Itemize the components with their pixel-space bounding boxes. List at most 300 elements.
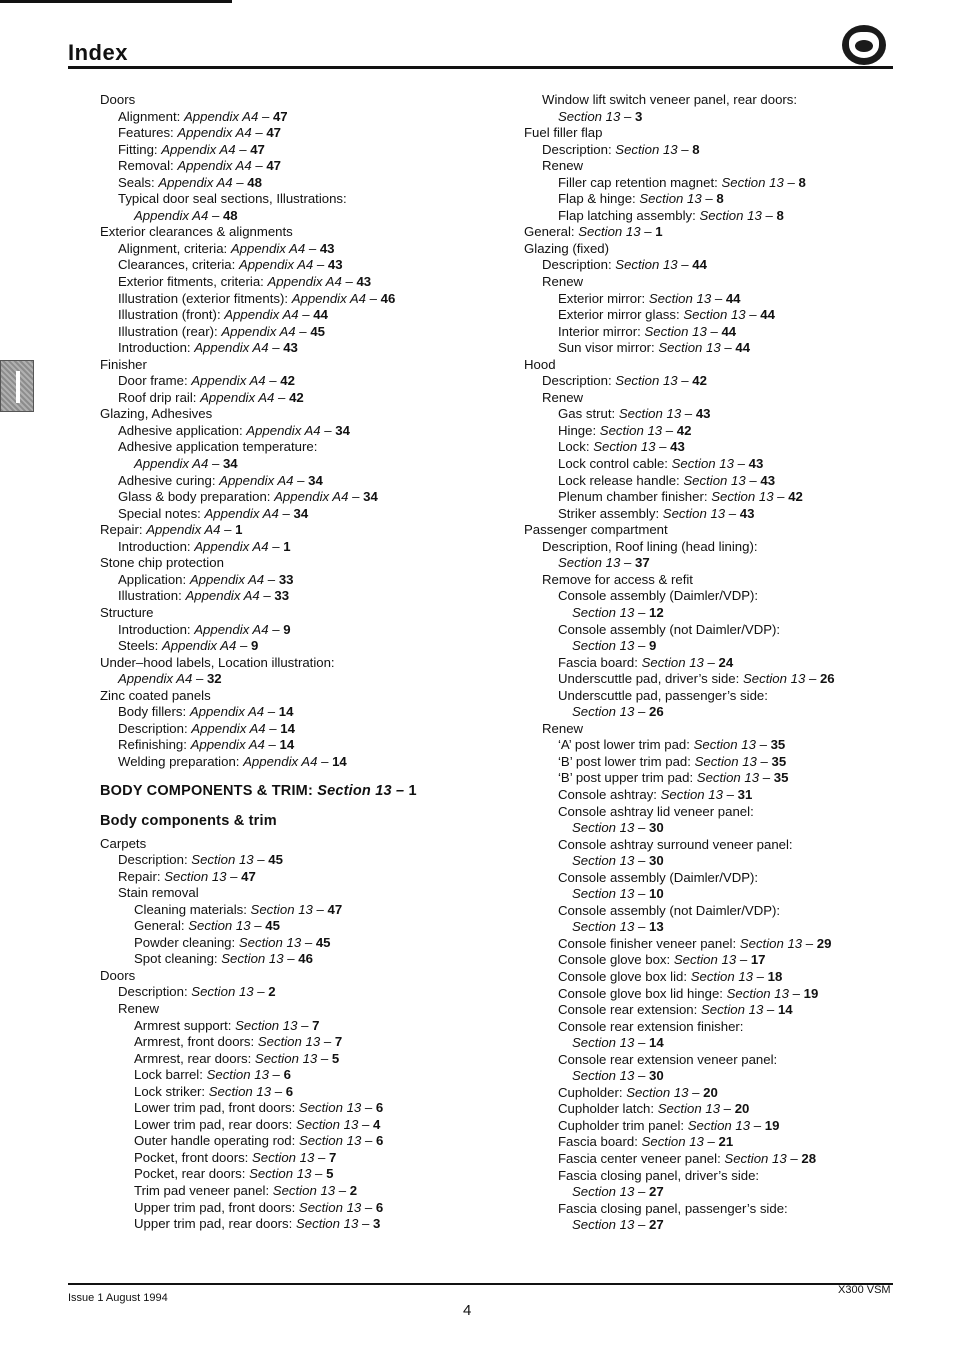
entry-text: Interior mirror: [558, 323, 645, 339]
index-entry [100, 572, 500, 589]
index-entry [100, 125, 500, 142]
entry-reference [593, 439, 685, 454]
index-heading [100, 783, 500, 800]
reference-section: Appendix A4 – [274, 489, 364, 505]
entry-text: Features: [118, 125, 178, 141]
reference-section: Section 13 – [572, 853, 649, 869]
reference-section: Appendix A4 – [118, 671, 207, 687]
index-entry [100, 1018, 500, 1035]
reference-section: Section 13 – [648, 290, 726, 306]
index-entry [100, 968, 500, 985]
reference-section: Appendix A4 – [191, 720, 281, 736]
entry-reference [649, 291, 741, 306]
reference-section: Section 13 – [208, 1083, 286, 1099]
index-column-left [100, 92, 500, 1233]
index-entry [524, 175, 924, 192]
entry-reference [694, 737, 786, 752]
entry-text: Upper trim pad, front doors: [134, 1199, 299, 1215]
reference-page: 27 [648, 1217, 664, 1233]
reference-section: Appendix A4 – [219, 472, 309, 488]
index-entry [524, 903, 924, 920]
entry-reference [243, 754, 347, 769]
reference-page: 43 [739, 505, 755, 521]
entry-reference [578, 224, 662, 239]
reference-page: 47 [327, 901, 343, 917]
index-entry [524, 622, 924, 639]
entry-text: Door frame: [118, 373, 192, 389]
entry-text: Remove for access & refit [542, 571, 693, 587]
index-entry [524, 92, 924, 109]
reference-page: 1 [408, 783, 417, 800]
index-entry [524, 1134, 924, 1151]
index-entry [524, 721, 924, 738]
reference-section: Section 13 – [724, 1151, 802, 1166]
entry-text: Striker assembly: [558, 505, 663, 521]
reference-page: 47 [241, 868, 256, 884]
index-entry [100, 241, 500, 258]
entry-reference [231, 241, 335, 256]
reference-page: 7 [334, 1034, 343, 1050]
entry-text: Glazing (fixed) [524, 240, 610, 256]
entry-text: Glass & body preparation: [118, 489, 275, 505]
entry-reference [268, 274, 372, 289]
reference-page: 6 [285, 1083, 294, 1099]
reference-section: Section 13 – [221, 951, 299, 967]
index-entry [100, 1100, 500, 1117]
entry-text: Console rear extension: [558, 1002, 701, 1018]
index-entry [524, 1068, 924, 1085]
reference-page: 45 [265, 918, 280, 934]
reference-section: Appendix A4 – [204, 505, 294, 521]
index-entry [524, 125, 924, 142]
reference-page: 14 [777, 1002, 793, 1018]
entry-text: Renew [118, 1000, 160, 1016]
entry-text: Fuel filler flap [524, 125, 603, 141]
reference-section: Section 13 – [673, 952, 751, 968]
entry-text: Structure [100, 604, 154, 620]
reference-section: Appendix A4 – [189, 704, 279, 720]
entry-reference [221, 951, 313, 966]
entry-text: Lock control cable: [558, 456, 672, 472]
entry-text: Console glove box lid hinge: [558, 985, 727, 1001]
entry-text: Seals: [118, 174, 159, 190]
footer-rule [68, 1283, 893, 1285]
reference-section: Appendix A4 – [238, 257, 328, 273]
entry-text: Cleaning materials: [134, 901, 251, 917]
entry-reference [626, 1085, 718, 1100]
entry-text: Finisher [100, 356, 147, 372]
reference-page: 43 [670, 439, 685, 455]
reference-page: 45 [268, 852, 283, 868]
reference-page: 29 [816, 935, 832, 951]
reference-section: Section 13 – [618, 406, 696, 422]
entry-text: Description: [542, 373, 616, 389]
reference-section: Appendix A4 – [134, 456, 223, 472]
reference-section: Section 13 – [578, 224, 656, 240]
reference-page: 1 [655, 224, 663, 240]
entry-text: Body components & trim [100, 812, 277, 829]
entry-text: Pocket, rear doors: [134, 1166, 250, 1182]
reference-page: 45 [310, 323, 325, 339]
index-entry [100, 291, 500, 308]
entry-text: Welding preparation: [118, 753, 244, 769]
index-entry [524, 986, 924, 1003]
index-entry [100, 1216, 500, 1233]
reference-section: Section 13 – [558, 108, 635, 124]
index-entry [524, 853, 924, 870]
reference-page: 35 [773, 770, 789, 786]
entry-reference [292, 291, 396, 306]
reference-page: 9 [283, 621, 291, 637]
entry-text: Fascia board: [558, 1134, 642, 1150]
entry-text: Introduction: [118, 340, 195, 356]
reference-section: Appendix A4 – [267, 274, 357, 290]
entry-text: Flap & hinge: [558, 191, 640, 207]
reference-section: Section 13 – [711, 489, 789, 505]
reference-section: Appendix A4 – [194, 538, 284, 554]
index-entry [100, 1200, 500, 1217]
reference-page: 34 [222, 456, 238, 472]
index-entry [524, 456, 924, 473]
reference-section: Section 13 – [671, 456, 749, 472]
reference-page: 46 [298, 951, 313, 967]
entry-reference [572, 638, 656, 653]
entry-text: Window lift switch veneer panel, rear doors: [542, 92, 798, 107]
entry-text: Lower trim pad, front doors: [134, 1100, 299, 1116]
entry-reference [188, 918, 280, 933]
reference-page: 46 [380, 290, 396, 306]
reference-page: 34 [308, 472, 323, 488]
entry-reference [185, 588, 289, 603]
entry-reference [672, 456, 764, 471]
entry-reference [191, 373, 295, 388]
index-entry [524, 754, 924, 771]
reference-page: 43 [319, 240, 335, 256]
reference-section: Appendix A4 – [243, 753, 333, 769]
entry-reference [200, 390, 304, 405]
reference-section: Section 13 – [726, 985, 804, 1001]
reference-section: Section 13 – [572, 820, 649, 836]
index-column-right [524, 92, 924, 1234]
index-entry [100, 951, 500, 968]
index-entry [100, 473, 500, 490]
entry-text: Exterior clearances & alignments [100, 224, 293, 240]
index-entry [100, 423, 500, 440]
entry-text: Roof drip rail: [118, 389, 201, 405]
reference-section: Section 13 – [700, 1002, 778, 1018]
entry-reference [695, 754, 787, 769]
index-entry [100, 324, 500, 341]
index-entry [100, 1166, 500, 1183]
index-entry [524, 870, 924, 887]
reference-section: Section 13 – [657, 1101, 735, 1117]
reference-page: 14 [332, 753, 347, 769]
reference-section: Section 13 – [238, 934, 316, 950]
index-entry [100, 489, 500, 506]
entry-reference [674, 952, 766, 967]
entry-text: Fascia closing panel, driver’s side: [558, 1167, 760, 1183]
index-entry [524, 340, 924, 357]
entry-text: Repair: [118, 868, 165, 884]
index-entry [524, 787, 924, 804]
reference-page: 44 [721, 323, 737, 339]
document-code: X300 VSM [838, 1284, 891, 1296]
entry-reference [743, 671, 835, 686]
index-entry [100, 92, 500, 109]
index-entry [524, 555, 924, 572]
entry-text: Fascia board: [558, 654, 642, 670]
issue-date: Issue 1 August 1994 [68, 1292, 168, 1304]
entry-reference [658, 340, 750, 355]
entry-text: Lower trim pad, rear doors: [134, 1116, 296, 1132]
entry-text: ‘B’ post lower trim pad: [558, 753, 695, 769]
entry-reference [558, 555, 650, 570]
reference-page: 42 [280, 373, 295, 389]
index-entry [100, 522, 500, 539]
entry-reference [224, 307, 328, 322]
reference-page: 35 [770, 737, 786, 753]
index-entry [100, 456, 500, 473]
reference-page: 8 [692, 141, 700, 157]
reference-section: Section 13 – [696, 770, 774, 786]
entry-text: Fascia closing panel, passenger’s side: [558, 1200, 788, 1216]
index-entry [100, 885, 500, 902]
entry-text: Description: [118, 720, 192, 736]
index-entry [524, 489, 924, 506]
entry-reference [658, 1101, 750, 1116]
reference-page: 33 [274, 588, 290, 604]
reference-page: 44 [313, 307, 328, 323]
reference-page: 14 [279, 737, 295, 753]
index-entry [524, 439, 924, 456]
index-entry [524, 522, 924, 539]
reference-section: Section 13 – [572, 886, 649, 902]
entry-reference [221, 324, 325, 339]
reference-page: 33 [278, 571, 294, 587]
reference-page: 43 [283, 340, 298, 356]
reference-section: Section 13 – [641, 654, 719, 670]
reference-page: 43 [760, 472, 776, 488]
entry-text: Console rear extension finisher: [558, 1018, 744, 1034]
entry-reference [615, 142, 699, 157]
index-entry [524, 373, 924, 390]
header-rule [68, 66, 893, 69]
reference-section: Section 13 – [641, 1134, 719, 1150]
entry-text: Doors [100, 967, 136, 983]
entry-reference [572, 1217, 664, 1232]
entry-reference [205, 506, 309, 521]
reference-page: 9 [250, 638, 259, 654]
index-entry [524, 506, 924, 523]
index-entry [524, 837, 924, 854]
entry-text: Description: [118, 852, 192, 868]
entry-text: Repair: [100, 522, 147, 538]
reference-section: Section 13 – [572, 704, 649, 720]
reference-page: 30 [648, 820, 664, 836]
entry-text: Spot cleaning: [134, 951, 222, 967]
entry-text: Console assembly (not Daimler/VDP): [558, 621, 781, 637]
reference-section: Section 13 – [739, 935, 817, 951]
index-entry [524, 274, 924, 291]
reference-section: Section 13 – [272, 1183, 350, 1198]
index-entry [100, 935, 500, 952]
reference-page: 17 [750, 952, 766, 968]
index-entry [524, 539, 924, 556]
index-entry [100, 555, 500, 572]
reference-section: Appendix A4 – [158, 174, 248, 190]
index-entry [524, 191, 924, 208]
index-entry [524, 704, 924, 721]
entry-text: Console ashtray surround veneer panel: [558, 836, 793, 852]
reference-page: 1 [283, 538, 291, 554]
index-entry [100, 340, 500, 357]
reference-section: Section 13 – [572, 604, 649, 620]
reference-section: Appendix A4 – [224, 307, 314, 323]
reference-page: 47 [272, 108, 288, 124]
entry-reference [740, 936, 832, 951]
entry-text: Description, Roof lining (head lining): [542, 538, 758, 554]
reference-page: 43 [327, 257, 343, 273]
index-entry [100, 622, 500, 639]
reference-page: 8 [798, 174, 806, 190]
reference-section: Section 13 – [257, 1034, 335, 1050]
reference-page: 19 [764, 1117, 780, 1133]
reference-section: Section 13 – [572, 1184, 649, 1200]
entry-reference [134, 208, 238, 223]
entry-reference [639, 191, 723, 206]
entry-reference [251, 902, 343, 917]
entry-text: Adhesive curing: [118, 472, 220, 488]
entry-reference [296, 1117, 380, 1132]
reference-section: Section 13 – [662, 505, 740, 521]
index-entry [524, 1019, 924, 1036]
reference-page: 48 [222, 207, 238, 223]
reference-page: 35 [771, 753, 787, 769]
entry-reference [255, 1051, 339, 1066]
entry-text: Renew [542, 274, 584, 290]
index-entry [100, 1001, 500, 1018]
entry-reference [239, 257, 343, 272]
entry-text: Underscuttle pad, driver’s side: [558, 671, 743, 687]
reference-section: Section 13 – [572, 919, 649, 935]
entry-text: Console assembly (Daimler/VDP): [558, 869, 759, 885]
reference-section: Appendix A4 – [189, 571, 279, 587]
entry-text: Exterior mirror glass: [558, 307, 684, 323]
entry-reference [317, 783, 417, 799]
reference-section: Section 13 – [572, 1068, 649, 1084]
entry-text: Illustration (front): [118, 307, 225, 323]
index-entry [524, 307, 924, 324]
index-entry [100, 357, 500, 374]
reference-section: Appendix A4 – [146, 522, 236, 538]
reference-page: 9 [648, 638, 657, 654]
reference-page: 34 [335, 422, 350, 438]
reference-section: Section 13 – [206, 1067, 284, 1083]
reference-section: Appendix A4 – [177, 125, 267, 141]
reference-page: 43 [356, 274, 372, 290]
entry-text: Exterior mirror: [558, 290, 649, 306]
index-entry [524, 886, 924, 903]
entry-reference [697, 770, 789, 785]
reference-page: 7 [329, 1149, 337, 1165]
entry-reference [642, 1134, 734, 1149]
entry-text: Lock barrel: [134, 1067, 207, 1083]
entry-text: General: [134, 918, 189, 934]
reference-section: Section 13 – [164, 868, 242, 884]
index-entry [524, 324, 924, 341]
reference-section: Section 13 – [317, 783, 409, 800]
entry-reference [191, 721, 295, 736]
index-entry [100, 109, 500, 126]
entry-text: Refinishing: [118, 737, 191, 753]
entry-text: Typical door seal sections, Illustrations: [118, 191, 347, 207]
reference-page: 18 [767, 968, 783, 984]
reference-page: 8 [716, 191, 724, 207]
index-entry [100, 158, 500, 175]
reference-page: 44 [760, 307, 775, 323]
index-entry [524, 820, 924, 837]
reference-page: 4 [372, 1116, 381, 1132]
entry-reference [683, 307, 775, 322]
index-entry [100, 984, 500, 1001]
index-entry [524, 1118, 924, 1135]
reference-section: Appendix A4 – [161, 141, 251, 157]
entry-reference [299, 1100, 383, 1115]
entry-text: Steels: [118, 638, 162, 654]
index-entry [524, 1184, 924, 1201]
entry-reference [572, 1035, 664, 1050]
index-entry [524, 588, 924, 605]
entry-text: Console finisher veneer panel: [558, 935, 740, 951]
index-entry [524, 737, 924, 754]
reference-section: Appendix A4 – [183, 108, 273, 124]
entry-reference [711, 489, 803, 504]
entry-reference [663, 506, 755, 521]
reference-page: 32 [206, 671, 222, 687]
reference-section: Section 13 – [254, 1050, 332, 1066]
index-entry [100, 224, 500, 241]
entry-reference [724, 1151, 816, 1166]
entry-reference [177, 125, 281, 140]
index-entry [524, 1217, 924, 1234]
reference-section: Section 13 – [690, 968, 768, 984]
entry-reference [558, 109, 642, 124]
index-entry [524, 1035, 924, 1052]
index-entry [524, 1201, 924, 1218]
entry-text: Powder cleaning: [134, 934, 239, 950]
reference-page: 13 [648, 919, 664, 935]
entry-reference [699, 208, 783, 223]
entry-text: Passenger compartment [524, 522, 668, 538]
entry-text: Alignment: [118, 108, 184, 124]
page-number: 4 [463, 1302, 472, 1319]
index-entry [524, 919, 924, 936]
entry-text: Cupholder trim panel: [558, 1117, 688, 1133]
entry-text: Console rear extension veneer panel: [558, 1051, 778, 1067]
index-entry [524, 1151, 924, 1168]
entry-text: Lock striker: [134, 1083, 209, 1099]
reference-section: Section 13 – [298, 1133, 376, 1149]
reference-section: Section 13 – [295, 1216, 373, 1232]
entry-reference [299, 1133, 383, 1148]
entry-reference [194, 340, 298, 355]
reference-section: Section 13 – [639, 191, 717, 207]
index-entry [524, 291, 924, 308]
entry-reference [274, 489, 378, 504]
entry-text: Sun visor mirror: [558, 340, 659, 356]
reference-page: 42 [692, 373, 707, 389]
entry-text: Cupholder latch: [558, 1101, 658, 1117]
